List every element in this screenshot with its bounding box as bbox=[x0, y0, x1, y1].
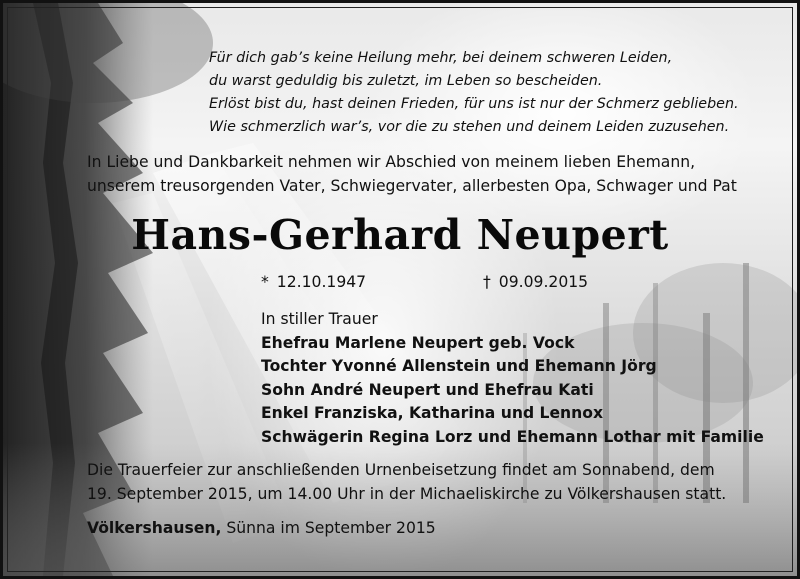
mourner-entry: Schwägerin Regina Lorz und Ehemann Lothar mit Familie bbox=[261, 427, 764, 446]
mourner-entry: Sohn André Neupert und Ehefrau Kati bbox=[261, 380, 594, 399]
mourners-lead: In stiller Trauer bbox=[261, 310, 378, 328]
farewell-intro bbox=[87, 151, 777, 198]
birth-star-icon: * bbox=[261, 273, 269, 291]
birth-date bbox=[261, 273, 366, 291]
intro-line: In Liebe und Dankbarkeit nehmen wir Abschied von meinem lieben Ehemann, bbox=[87, 153, 696, 171]
memorial-poem bbox=[209, 47, 779, 139]
mourner-entry: Ehefrau Marlene Neupert geb. Vock bbox=[261, 333, 575, 352]
death-date bbox=[483, 273, 588, 291]
poem-line: Wie schmerzlich war’s, vor die zu stehen und deinem Leiden zuzusehen. bbox=[209, 119, 730, 135]
place-town: Völkershausen, bbox=[87, 519, 222, 537]
service-line: Die Trauerfeier zur anschließenden Urnenbeisetzung findet am Sonnabend, dem bbox=[87, 461, 715, 479]
mourner-entry: Tochter Yvonné Allenstein und Ehemann Jörg bbox=[261, 357, 657, 375]
service-line: 19. September 2015, um 14.00 Uhr in der Michaeliskirche zu Völkershausen statt. bbox=[87, 484, 727, 503]
poem-line: Für dich gab’s keine Heilung mehr, bei deinem schweren Leiden, bbox=[209, 50, 673, 66]
death-cross-icon: † bbox=[483, 273, 491, 291]
deceased-name: Hans-Gerhard Neupert bbox=[131, 211, 669, 259]
mourner-entry: Enkel Franziska, Katharina und Lennox bbox=[261, 404, 604, 422]
poem-line: du warst geduldig bis zuletzt, im Leben so bescheiden. bbox=[209, 73, 603, 89]
mourners-list bbox=[261, 308, 781, 449]
birth-date-value: 12.10.1947 bbox=[276, 273, 367, 291]
place-and-date bbox=[87, 519, 436, 537]
funeral-service-info bbox=[87, 459, 777, 506]
poem-line: Erlöst bist du, hast deinen Frieden, für uns ist nur der Schmerz geblieben. bbox=[209, 96, 739, 112]
death-date-value: 09.09.2015 bbox=[498, 273, 589, 291]
place-rest: Sünna im September 2015 bbox=[221, 519, 436, 537]
intro-line: unserem treusorgenden Vater, Schwiegervater, allerbesten Opa, Schwager und Pat bbox=[87, 176, 737, 195]
